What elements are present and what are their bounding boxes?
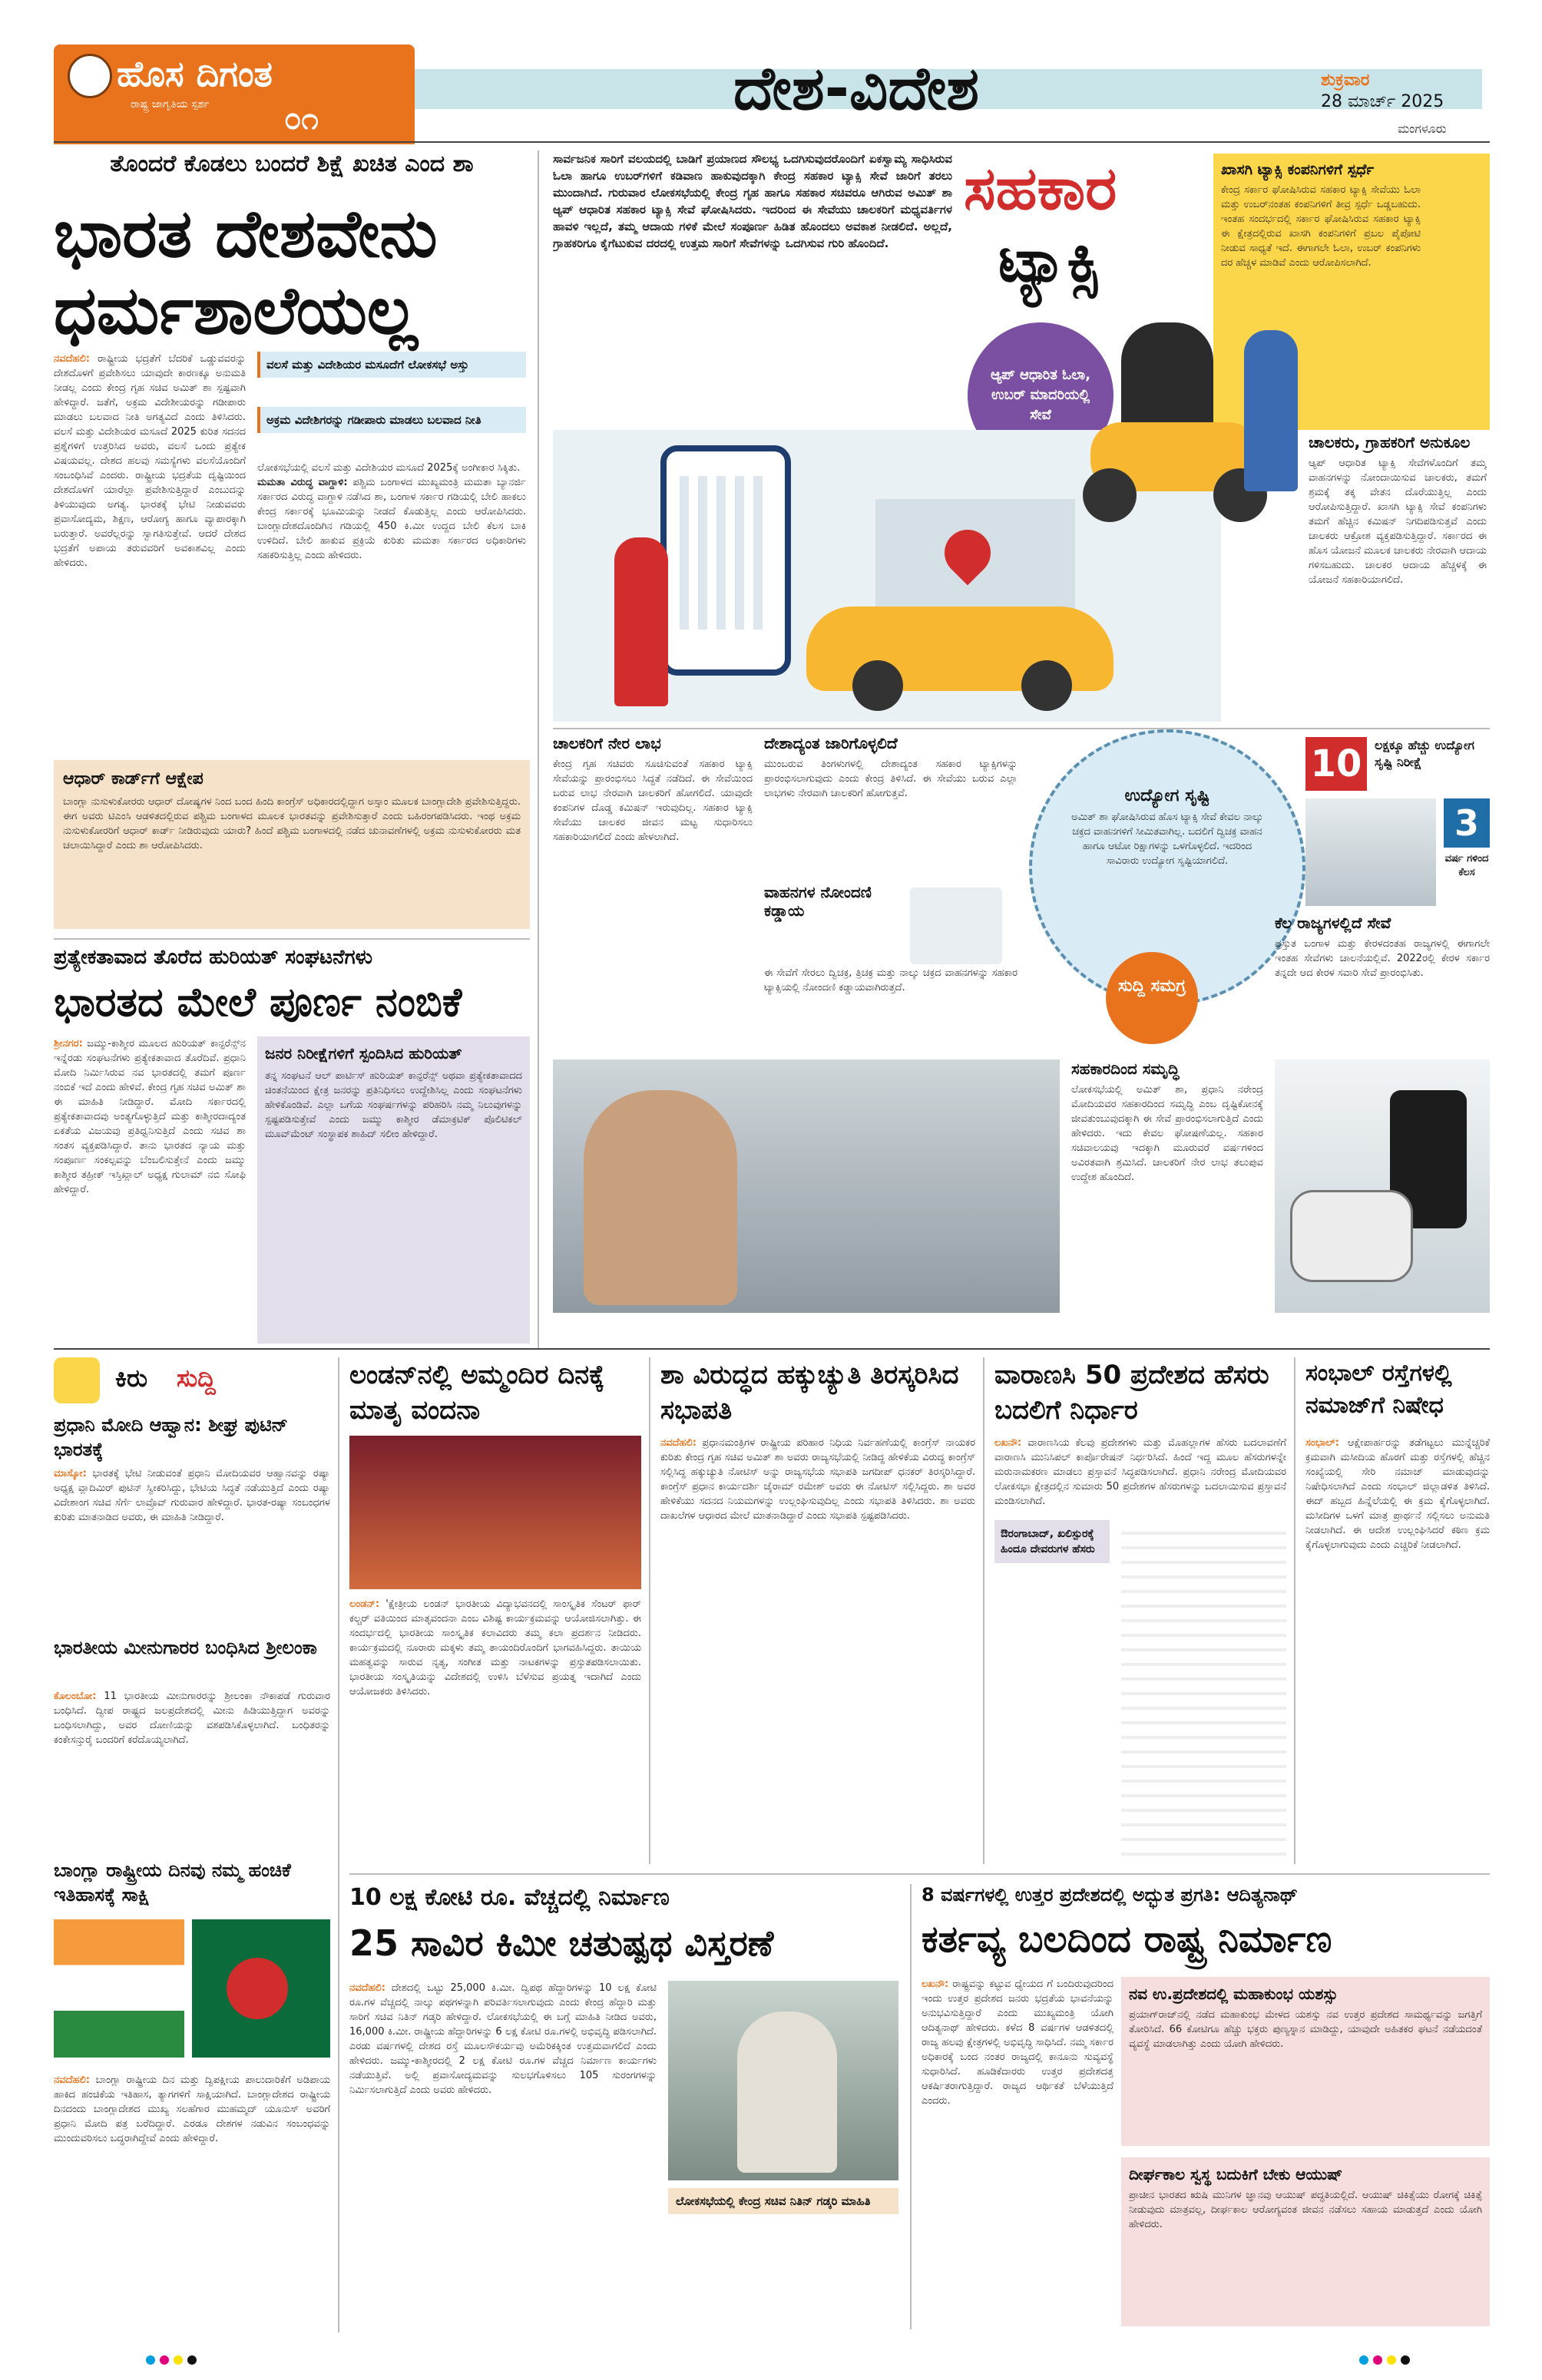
highway-caption: ಲೋಕಸಭೆಯಲ್ಲಿ ಕೇಂದ್ರ ಸಚಿವ ನಿತಿನ್ ಗಡ್ಕರಿ ಮಾಹಿತಿ [668, 2188, 898, 2214]
kiru-item2-text: 11 ಭಾರತೀಯ ಮೀನುಗಾರರನ್ನು ಶ್ರೀಲಂಕಾ ನೌಕಾಪಡೆ ಗುರುವಾರ ಬಂಧಿಸಿದೆ. ದ್ವೀಪ ರಾಷ್ಟ್ರದ ಜಲಪ್ರದೇಶದಲ್ಲಿ ಮೀನು ಹಿಡಿಯುತ್ತಿದ್ದಾಗ ಅವರನ್ನು ಬಂಧಿಸಲಾಗಿದ್ದು, ಅವರ ದೋಣಿಯನ್ನು ವಶಪಡಿಸಿಕೊಳ್ಳಲಾಗಿದೆ. ಬಂಧಿತರನ್ನು ಕಂಕೇಸನ್ತುರೈ ಬಂದರಿಗೆ ಕರೆದೊಯ್ಯಲಾಗಿದೆ. [54, 1691, 330, 1746]
nation-body: ಮುಂಬರುವ ತಿಂಗಳುಗಳಲ್ಲಿ ದೇಶಾದ್ಯಂತ ಸಹಕಾರ ಟ್ಯಾಕ್ಸಿಗಳನ್ನು ಪ್ರಾರಂಭಿಸಲಾಗುವುದು ಎಂದು ಕೇಂದ್ರ ತಿಳಿಸಿದೆ. ಈ ಸೇವೆಯು ಬರುವ ಎಲ್ಲಾ ಲಾಭಗಳು ನೇರವಾಗಿ ಚಾಲಕರಿಗೆ ಹೋಗುತ್ತವೆ. [764, 759, 1018, 799]
up-headline: ಕರ್ತವ್ಯ ಬಲದಿಂದ ರಾಷ್ಟ್ರ ನಿರ್ಮಾಣ [922, 1918, 1332, 1961]
varanasi-body-col1 [994, 1436, 1286, 1512]
privilege-body [660, 1436, 975, 1858]
scooter-icon [1290, 1190, 1413, 1282]
hurriyat-box [257, 1036, 530, 1344]
states-title: ಕೆಲ ರಾಜ್ಯಗಳಲ್ಲಿದೆ ಸೇವೆ [1275, 914, 1391, 932]
competition-body: ಕೇಂದ್ರ ಸರ್ಕಾರ ಘೋಷಿಸಿರುವ ಸಹಕಾರ ಟ್ಯಾಕ್ಸಿ ಸೇವೆಯು ಓಲಾ ಮತ್ತು ಉಬರ್‌ನಂತಹ ಕಂಪನಿಗಳಿಗೆ ತೀವ್ರ ಸ್ಪರ್ಧೆ ಒಡ್ಡಬಹುದು. ಇಂತಹ ಸಂದರ್ಭದಲ್ಲಿ ಸರ್ಕಾರ ಘೋಷಿಸಿರುವ ಸಹಕಾರ ಟ್ಯಾಕ್ಸಿ ಈ ಕ್ಷೇತ್ರದಲ್ಲಿರುವ ಖಾಸಗಿ ಕಂಪನಿಗಳಿಗೆ ಪ್ರಬಲ ಪೈಪೋಟಿ ನೀಡುವ ಸಾಧ್ಯತೆ ಇದೆ. ಈಗಾಗಲೇ ಓಲಾ, ಉಬರ್ ಕಂಪನಿಗಳು ದರ ಹೆಚ್ಚಳ ಮಾಡಿವೆ ಎಂದು ಆರೋಪಿಸಲಾಗಿದೆ. [1221, 184, 1421, 269]
lead-sub2: ಅಕ್ರಮ ವಿದೇಶಿಗರನ್ನು ಗಡೀಪಾರು ಮಾಡಲು ಬಲವಾದ ನೀತಿ [257, 407, 526, 433]
lead-headline-line1: ಭಾರತ ದೇಶವೇನು [54, 196, 438, 273]
highway-divider [910, 1884, 912, 2329]
lead-para3: ಪಶ್ಚಿಮ ಬಂಗಾಳದ ಮುಖ್ಯಮಂತ್ರಿ ಮಮತಾ ಬ್ಯಾನರ್ಜಿ ಸರ್ಕಾರದ ವಿರುದ್ಧ ವಾಗ್ದಾಳಿ ನಡೆಸಿದ ಶಾ, ಬಂಗಾಳ ಸರ್ಕಾರ ಗಡಿಯಲ್ಲಿ ಬೇಲಿ ಹಾಕಲು ಕೇಂದ್ರ ಸರ್ಕಾರಕ್ಕೆ ಭೂಮಿಯನ್ನು ನೀಡದೆ ಕೊಡುತ್ತಿಲ್ಲ ಎಂದು ಆರೋಪಿಸಿದರು. ಬಾಂಗ್ಲಾದೇಶದೊಂದಿಗಿನ ಗಡಿಯಲ್ಲಿ 450 ಕಿ.ಮೀ ಉದ್ದದ ಬೇಲಿ ಕೆಲಸ ಬಾಕಿ ಉಳಿದಿದೆ. ಬೇಲಿ ಹಾಕುವ ಪ್ರಕ್ರಿಯೆ ಕುರಿತು ಮಮತಾ ಸರ್ಕಾರದ ಅಧಿಕಾರಿಗಳು ಸಹಕರಿಸುತ್ತಿಲ್ಲ ಎಂದು ಹೇಳಿದರು. [257, 477, 526, 561]
up-box1-title: ನವ ಉ.ಪ್ರದೇಶದಲ್ಲಿ ಮಹಾಕುಂಭ ಯಶಸ್ಸು [1129, 1985, 1338, 2003]
london-body [349, 1597, 641, 1858]
kiru-item1-body [54, 1466, 330, 1620]
sambhal-body-text: ಆಕ್ಷೇಪಾರ್ಹರನ್ನು ತಡೆಗಟ್ಟಲು ಮುನ್ನೆಚ್ಚರಿಕೆ ಕ್ರಮವಾಗಿ ಮಸೀದಿಯ ಹೊರಗೆ ಮತ್ತು ರಸ್ತೆಗಳಲ್ಲಿ ಹೆಚ್ಚಿನ ಸಂಖ್ಯೆಯಲ್ಲಿ ಸೇರಿ ನಮಾಜ್ ಮಾಡುವುದನ್ನು ನಿಷೇಧಿಸಲಾಗಿದೆ ಎಂದು ಸಂಭಾಲ್ ಜಿಲ್ಲಾಡಳಿತ ತಿಳಿಸಿದೆ. ಈದ್ ಹಬ್ಬದ ಹಿನ್ನೆಲೆಯಲ್ಲಿ ಈ ಕ್ರಮ ಕೈಗೊಳ್ಳಲಾಗಿದೆ. ಮಸೀದಿಗಳ ಒಳಗೆ ಮಾತ್ರ ಪ್ರಾರ್ಥನೆ ಸಲ್ಲಿಸಲು ಅನುಮತಿ ನೀಡಲಾಗಿದೆ. ಈ ಆದೇಶ ಉಲ್ಲಂಘಿಸಿದರೆ ಕಠಿಣ ಕ್ರಮ ಕೈಗೊಳ್ಳಲಾಗುವುದು ಎಂದು ಎಚ್ಚರಿಕೆ ನೀಡಲಾಗಿದೆ. [1305, 1437, 1490, 1551]
taxi-headline-line1: ಸಹಕಾರ [964, 154, 1117, 223]
registration-title: ವಾಹನಗಳ ನೋಂದಣಿ ಕಡ್ಡಾಯ [764, 883, 872, 920]
aadhaar-box [54, 760, 530, 929]
kiru-item3-title: ಬಾಂಗ್ಲಾ ರಾಷ್ಟ್ರೀಯ ದಿನವು ನಮ್ಮ ಹಂಚಿಕೆ ಇತಿಹಾಸಕ್ಕೆ ಸಾಕ್ಷಿ [54, 1859, 291, 1906]
kiru-item3-text: ಬಾಂಗ್ಲಾ ರಾಷ್ಟ್ರೀಯ ದಿನ ಮತ್ತು ದ್ವಿಪಕ್ಷೀಯ ಪಾಲುದಾರಿಕೆಗೆ ಅಡಿಪಾಯ ಹಾಕಿದ ಹಂಚಿಕೆಯ ಇತಿಹಾಸ, ತ್ಯಾಗಗಳಿಗೆ ಸಾಕ್ಷಿಯಾಗಿದೆ. ಬಾಂಗ್ಲಾದೇಶದ ರಾಷ್ಟ್ರೀಯ ದಿನದಂದು ಬಾಂಗ್ಲಾದೇಶದ ಮುಖ್ಯ ಸಲಹೆಗಾರ ಮುಹಮ್ಮದ್ ಯೂನುಸ್ ಅವರಿಗೆ ಪ್ರಧಾನಿ ಮೋದಿ ಪತ್ರ ಬರೆದಿದ್ದಾರೆ. ಎರಡೂ ದೇಶಗಳ ನಡುವಿನ ಸಂಬಂಧವನ್ನು ಮುಂದುವರಿಸಲು ಬದ್ಧರಾಗಿದ್ದೇವೆ ಎಂದು ಹೇಳಿದ್ದಾರೆ. [54, 2074, 330, 2144]
cmyk-dot-icon [1387, 2355, 1396, 2365]
weekday: ಶುಕ್ರವಾರ [1321, 71, 1370, 90]
page-number: ೦೧ [284, 101, 319, 137]
cmyk-dot-icon [1359, 2355, 1368, 2365]
lead-sub1: ವಲಸೆ ಮತ್ತು ವಿದೇಶಿಯರ ಮಸೂದೆಗೆ ಲೋಕಸಭೆ ಅಸ್ತು [257, 352, 526, 378]
sambhal-body [1305, 1436, 1490, 1858]
privilege-headline: ಶಾ ವಿರುದ್ಧದ ಹಕ್ಕುಚ್ಯುತಿ ತಿರಸ್ಕರಿಸಿದ ಸಭಾಪತಿ [660, 1360, 959, 1426]
privilege-divider [983, 1357, 984, 1864]
aadhaar-body: ಬಾಂಗ್ಲಾ ನುಸುಳುಕೋರರು ಆಧಾರ್ ದೋಷ್ಯಗಳ ನಿಂದ ಬಂದ ಹಿಂದಿ ಕಾಂಗ್ರೆಸ್ ಅಧಿಕಾರದಲ್ಲಿದ್ದಾಗ ಅಸ್ಸಾಂ ಮೂಲಕ ಬಾಂಗ್ಲಾದೇಶಿ ಪ್ರವೇಶಿಸುತ್ತಿದ್ದರು. ಈಗ ಅವರು ಟಿಎಂಸಿ ಆಡಳಿತದಲ್ಲಿರುವ ಪಶ್ಚಿಮ ಬಂಗಾಳದ ಮೂಲಕ ಭಾರತವನ್ನು ಪ್ರವೇಶಿಸುತ್ತಾರೆ ಎಂದು ಬಹಿರಂಗಪಡಿಸಿದರು. ಇಂಥ ಅಕ್ರಮ ನುಸುಳುಕೋರರಿಗೆ ಆಧಾರ್ ಕಾರ್ಡ್ ನೀಡಿರುವುದು ಯಾರು? ಹಿಂದೆ ಪಶ್ಚಿಮ ಬಂಗಾಳದಲ್ಲಿ ನಡೆದ ಚುನಾವಣೆಗಳಲ್ಲಿ ಅಕ್ರಮ ನುಸುಳುಕೋರರು ಮತ ಚಲಾಯಿಸಿದ್ದಾರೆ ಎಂದು ಶಾ ಆರೋಪಿಸಿದರು. [63, 796, 521, 851]
stat1-number: 10 [1305, 737, 1367, 791]
city: ಮಂಗಳೂರು [1398, 121, 1447, 136]
registration-body: ಈ ಸೇವೆಗೆ ಸೇರಲು ದ್ವಿಚಕ್ರ, ತ್ರಿಚಕ್ರ ಮತ್ತು ನಾಲ್ಕು ಚಕ್ರದ ವಾಹನಗಳನ್ನು ಸಹಕಾರ ಟ್ಯಾಕ್ಸಿಯಲ್ಲಿ ನೋಂದಣಿ ಕಡ್ಡಾಯವಾಗಿರುತ್ತದೆ. [764, 967, 1018, 993]
hurriyat-divider [54, 938, 530, 940]
woman-luggage-illustration [1229, 322, 1313, 499]
cmyk-dot-icon [146, 2355, 155, 2365]
kiru-divider [338, 1357, 339, 2332]
london-event-photo [349, 1436, 641, 1589]
masthead [0, 0, 1542, 138]
london-headline: ಲಂಡನ್‌ನಲ್ಲಿ ಅಮ್ಮಂದಿರ ದಿನಕ್ಕೆ ಮಾತೃ ವಂದನಾ [349, 1360, 605, 1426]
jobs-body: ಅಮಿತ್ ಶಾ ಘೋಷಿಸಿರುವ ಹೊಸ ಟ್ಯಾಕ್ಸಿ ಸೇವೆ ಕೇವಲ ನಾಲ್ಕು ಚಕ್ರದ ವಾಹನಗಳಿಗೆ ಸೀಮಿತವಾಗಿಲ್ಲ. ಬದಲಿಗೆ ದ್ವಿಚಕ್ರ ವಾಹನ ಹಾಗೂ ಆಟೋ ರಿಕ್ಷಾಗಳನ್ನು ಒಳಗೊಳ್ಳಲಿದೆ. ಇದರಿಂದ ಸಾವಿರಾರು ಉದ್ಯೋಗ ಸೃಷ್ಟಿಯಾಗಲಿದೆ. [1071, 812, 1263, 867]
london-dateline: ಲಂಡನ್: [349, 1598, 380, 1610]
cmyk-dot-icon [1373, 2355, 1382, 2365]
gadkari-photo [668, 1981, 898, 2180]
varanasi-caption: ಔರಂಗಾಬಾದ್, ಖಲಿಸ್ಪುರಕ್ಕೆ ಹಿಂದೂ ದೇವರುಗಳ ಹೆಸರು [994, 1520, 1110, 1563]
kiru-item2-body [54, 1689, 330, 1835]
lead-headline-line2: ಧರ್ಮಶಾಲೆಯಲ್ಲ [54, 273, 418, 349]
kiru-item3-body [54, 2073, 330, 2326]
cmyk-dot-icon [1401, 2355, 1410, 2365]
up-box2-title: ದೀರ್ಘಕಾಲ ಸ್ವಸ್ಥ ಬದುಕಿಗೆ ಬೇಕು ಆಯುಷ್ [1129, 2165, 1343, 2183]
kiru-item2-dateline: ಕೊಲಂಬೋ: [54, 1691, 97, 1702]
kiru-item1-dateline: ಮಾಸ್ಕೋ: [54, 1468, 87, 1479]
logo-text: ಹೊಸ ದಿಗಂತ [117, 53, 273, 94]
prosperity-box [1071, 1059, 1263, 1313]
kiru-item1-text: ಭಾರತಕ್ಕೆ ಭೇಟಿ ನೀಡುವಂತೆ ಪ್ರಧಾನಿ ಮೋದಿಯವರ ಆಹ್ವಾನವನ್ನು ರಷ್ಯಾ ಅಧ್ಯಕ್ಷ ವ್ಲಾದಿಮಿರ್ ಪುಟಿನ್ ಸ್ವೀಕರಿಸಿದ್ದು, ಭೇಟಿಯ ಸಿದ್ಧತೆ ನಡೆಯುತ್ತಿದೆ ಎಂದು ರಷ್ಯಾ ವಿದೇಶಾಂಗ ಸಚಿವ ಸೆರ್ಗೆ ಲಾವ್ರೊವ್ ಗುರುವಾರ ಹೇಳಿದ್ದಾರೆ. ಭಾರತ-ರಷ್ಯಾ ಸಂಬಂಧಗಳ ಕುರಿತು ಮಾತನಾಡಿದ ಅವರು, ಈ ಮಾಹಿತಿ ನೀಡಿದ್ದಾರೆ. [54, 1468, 330, 1523]
up-box1 [1121, 1977, 1490, 2146]
up-box2-body: ಪ್ರಾಚೀನ ಭಾರತದ ಋಷಿ ಮುನಿಗಳ ಜ್ಞಾನವು ಆಯುಷ್ ಪದ್ಧತಿಯಲ್ಲಿದೆ. ಆಯುಷ್ ಚಿಕಿತ್ಸೆಯು ರೋಗಕ್ಕೆ ಚಿಕಿತ್ಸೆ ನೀಡುವುದು ಮಾತ್ರವಲ್ಲ, ದೀರ್ಘಕಾಲ ಆರೋಗ್ಯವಂತ ಜೀವನ ನಡೆಸಲು ಸಹಾಯ ಮಾಡುತ್ತದೆ ಎಂದು ಯೋಗಿ ಹೇಳಿದರು. [1129, 2190, 1482, 2230]
passenger-icon [1244, 330, 1298, 491]
varanasi-body-col2 [1121, 1520, 1286, 1858]
bottom-divider [349, 1873, 1490, 1875]
varanasi-headline: ವಾರಾಣಸಿ 50 ಪ್ರದೇಶದ ಹೆಸರು ಬದಲಿಗೆ ನಿರ್ಧಾರ [994, 1360, 1269, 1426]
logo-emblem-icon [68, 54, 112, 98]
hurriyat-headline: ಭಾರತದ ಮೇಲೆ ಪೂರ್ಣ ನಂಬಿಕೆ [54, 980, 462, 1026]
map-route-icon [680, 476, 772, 630]
varanasi-dateline: ಲಖನೌ: [994, 1437, 1022, 1449]
section-title: ದೇಶ-ವಿದೇಶ [733, 55, 980, 124]
kiru-item2-title: ಭಾರತೀಯ ಮೀನುಗಾರರ ಬಂಧಿಸಿದ ಶ್ರೀಲಂಕಾ [54, 1637, 317, 1658]
sambhal-dateline: ಸಂಭಾಲ್: [1305, 1437, 1339, 1449]
up-body [922, 1977, 1113, 2326]
jobs-title: ಉದ್ಯೋಗ ಸೃಷ್ಟಿ [1124, 786, 1210, 805]
portrait-icon [584, 1090, 737, 1305]
red-disc-icon [227, 1958, 288, 2019]
stat1-label: ಲಕ್ಷಕ್ಕೂ ಹೆಚ್ಚು ಉದ್ಯೋಗ ಸೃಷ್ಟಿ ನಿರೀಕ್ಷೆ [1375, 738, 1474, 769]
london-divider [649, 1357, 650, 1864]
hurriyat-body-text: ಜಮ್ಮು-ಕಾಶ್ಮೀರ ಮೂಲದ ಹುರಿಯತ್ ಕಾನ್ಫರೆನ್ಸ್‌ನ ಇನ್ನೆರಡು ಸಂಘಟನೆಗಳು ಪ್ರತ್ಯೇಕತಾವಾದ ತೊರೆದಿವೆ. ಪ್ರಧಾನಿ ಮೋದಿ ನಿರ್ಮಿಸಿರುವ ನವ ಭಾರತದಲ್ಲಿ ತಮಗೆ ಪೂರ್ಣ ನಂಬಿಕೆ ಇದೆ ಎಂದು ಹೇಳಿವೆ. ಕೇಂದ್ರ ಗೃಹ ಸಚಿವ ಅಮಿತ್ ಶಾ ಈ ಮಾಹಿತಿ ನೀಡಿದ್ದಾರೆ. ಮೋದಿ ಸರ್ಕಾರದಲ್ಲಿ ಪ್ರತ್ಯೇಕತಾವಾದವು ಅಂತ್ಯಗೊಳ್ಳುತ್ತಿದೆ ಮತ್ತು ಕಾಶ್ಮೀರದಾದ್ಯಂತ ಏಕತೆಯ ವಿಜಯವು ಪ್ರತಿಧ್ವನಿಸುತ್ತಿದೆ ಎಂದು ಸಚಿವ ಶಾ ಸಂತಸ ವ್ಯಕ್ತಪಡಿಸಿದ್ದಾರೆ. ತಾನು ಭಾರತದ ನ್ಯಾಯ ಮತ್ತು ಸಂಪೂರ್ಣ ಸಂಕಲ್ಪವನ್ನು ಬೆಂಬಲಿಸುತ್ತೇನೆ ಎಂದು ಜಮ್ಮು ಕಾಶ್ಮೀರ ತಹ್ರೀಕ್ ಇಸ್ತಿಖ್ಲಾಲ್ ಅಧ್ಯಕ್ಷ ಗುಲಾಮ್ ನಬಿ ಸೋಫಿ ಹೇಳಿದ್ದಾರೆ. [54, 1038, 246, 1195]
portrait-icon [737, 2011, 837, 2173]
nation-title: ದೇಶಾದ್ಯಂತ ಜಾರಿಗೊಳ್ಳಲಿದೆ [764, 734, 898, 752]
varanasi-body-text: ವಾರಾಣಸಿಯ ಕೆಲವು ಪ್ರದೇಶಗಳು ಮತ್ತು ಮೊಹಲ್ಲಾಗಳ ಹೆಸರು ಬದಲಾವಣೆಗೆ ವಾರಾಣಸಿ ಮುನಿಸಿಪಲ್ ಕಾರ್ಪೊರೇಷನ್ ನಿರ್ಧರಿಸಿದೆ. ಹಿಂದೆ ಇದ್ದ ಮೂಲ ಹೆಸರುಗಳನ್ನೇ ಮರುನಾಮಕರಣ ಮಾಡಲು ಪ್ರಸ್ತಾವನೆ ಸಿದ್ಧಪಡಿಸಲಾಗಿದೆ. ಪ್ರಧಾನಿ ನರೇಂದ್ರ ಮೋದಿಯವರ ಲೋಕಸಭಾ ಕ್ಷೇತ್ರದಲ್ಲಿನ ಸುಮಾರು 50 ಪ್ರದೇಶಗಳ ಹೆಸರುಗಳನ್ನು ಬದಲಾಯಿಸುವ ಪ್ರಸ್ತಾವನೆ ಮಂಡಿಸಲಾಗಿದೆ. [994, 1437, 1286, 1507]
section-divider [54, 1348, 1490, 1350]
kiru-suddi-header [54, 1357, 330, 1403]
date: 28 ಮಾರ್ಚ್ 2025 [1321, 92, 1444, 111]
amit-shah-photo [553, 1059, 1060, 1313]
privilege-body-text: ಪ್ರಧಾನಮಂತ್ರಿಗಳ ರಾಷ್ಟ್ರೀಯ ಪರಿಹಾರ ನಿಧಿಯ ನಿರ್ವಹಣೆಯಲ್ಲಿ ಕಾಂಗ್ರೆಸ್ ನಾಯಕರ ಕುರಿತು ಕೇಂದ್ರ ಗೃಹ ಸಚಿವ ಅಮಿತ್ ಶಾ ಅವರು ರಾಜ್ಯಸಭೆಯಲ್ಲಿ ನೀಡಿದ್ದ ಹೇಳಿಕೆಯ ವಿರುದ್ಧ ಕಾಂಗ್ರೆಸ್ ಸಲ್ಲಿಸಿದ್ದ ಹಕ್ಕುಚ್ಯುತಿ ನೋಟಿಸ್ ಅನ್ನು ರಾಜ್ಯಸಭೆಯ ಸಭಾಪತಿ ಜಗದೀಪ್ ಧನಕರ್ ತಿರಸ್ಕರಿಸಿದ್ದಾರೆ. ಕಾಂಗ್ರೆಸ್ ಪ್ರಧಾನ ಕಾರ್ಯದರ್ಶಿ ಜೈರಾಮ್ ರಮೇಶ್ ಅವರು ಈ ನೋಟಿಸ್ ಸಲ್ಲಿಸಿದ್ದರು. ಶಾ ಅವರ ಹೇಳಿಕೆಯು ಸದನದ ನಿಯಮಗಳನ್ನು ಉಲ್ಲಂಘಿಸುವುದಿಲ್ಲ ಎಂದು ಸಭಾಪತಿ ತಿಳಿಸಿದರು. ಶಾ ಅವರು ದಾಖಲೆಗಳ ಆಧಾರದ ಮೇಲೆ ಮಾತನಾಡಿದ್ದಾರೆ ಎಂದು ಸಭಾಪತಿ ಸ್ಪಷ್ಟಪಡಿಸಿದರು. [660, 1437, 975, 1522]
up-box2 [1121, 2157, 1490, 2326]
prosperity-title: ಸಹಕಾರದಿಂದ ಸಮೃದ್ಧಿ [1071, 1059, 1180, 1078]
taxi-fleet-photo [1305, 798, 1436, 906]
london-body-text: 'ಕ್ಷೇತ್ರೀಯ ಲಂಡನ್ ಭಾರತೀಯ ವಿದ್ಯಾಭವನದಲ್ಲಿ ಸಾಂಸ್ಕೃತಿಕ ಸೆಂಟರ್ ಫಾರ್ ಕಲ್ಚರ್ ವತಿಯಿಂದ ಮಾತೃವಂದನಾ ಎಂಬ ವಿಶಿಷ್ಟ ಕಾರ್ಯಕ್ರಮವನ್ನು ಆಯೋಜಿಸಲಾಗಿತ್ತು. ಈ ಸಂದರ್ಭದಲ್ಲಿ ಭಾರತೀಯ ಸಾಂಸ್ಕೃತಿಕ ಕಲಾವಿದರು ತಮ್ಮ ಕಲಾ ಪ್ರದರ್ಶನ ನೀಡಿದರು. ಕಾರ್ಯಕ್ರಮದಲ್ಲಿ ನೂರಾರು ಮಕ್ಕಳು ತಮ್ಮ ತಾಯಂದಿರೊಂದಿಗೆ ಭಾಗವಹಿಸಿದ್ದರು. ತಾಯಿಯ ಮಹತ್ವವನ್ನು ಸಾರುವ ನೃತ್ಯ, ಸಂಗೀತ ಮತ್ತು ನಾಟಕಗಳನ್ನು ಪ್ರಸ್ತುತಪಡಿಸಲಾಯಿತು. ಭಾರತೀಯ ಸಂಸ್ಕೃತಿಯನ್ನು ವಿದೇಶದಲ್ಲಿ ಉಳಿಸಿ ಬೆಳೆಸುವ ಪ್ರಯತ್ನ ಇದಾಗಿದೆ ಎಂದು ಆಯೋಜಕರು ತಿಳಿಸಿದರು. [349, 1598, 641, 1697]
registration-marks [146, 2355, 1405, 2371]
lead-kicker: ತೊಂದರೆ ಕೊಡಲು ಬಂದರೆ ಶಿಕ್ಷೆ ಖಚಿತ ಎಂದ ಶಾ [110, 150, 474, 177]
cmyk-dot-icon [174, 2355, 183, 2365]
states-box [1275, 914, 1490, 1059]
hurriyat-box-title: ಜನರ ನಿರೀಕ್ಷೆಗಳಿಗೆ ಸ್ಪಂದಿಸಿದ ಹುರಿಯತ್ [265, 1044, 462, 1063]
suddi-samagra-badge: ಸುದ್ದಿ ಸಮಗ್ರ [1106, 952, 1198, 1044]
india-flag-icon [54, 1919, 184, 2058]
drivers-body: ಆ್ಯಪ್ ಆಧಾರಿತ ಟ್ಯಾಕ್ಸಿ ಸೇವೆಗಳೊಂದಿಗೆ ತಮ್ಮ ವಾಹನಗಳನ್ನು ನೋಂದಾಯಿಸುವ ಚಾಲಕರು, ತಮಗೆ ಶ್ರಮಕ್ಕೆ ತಕ್ಕ ವೇತನ ದೊರೆಯುತ್ತಿಲ್ಲ ಎಂದು ಆರೋಪಿಸುತ್ತಿದ್ದಾರೆ. ಖಾಸಗಿ ಟ್ಯಾಕ್ಸಿ ಸೇವೆ ಕಂಪನಿಗಳು ತಮಗೆ ಹೆಚ್ಚಿನ ಕಮಿಷನ್ ನಿಗದಿಪಡಿಸುತ್ತವೆ ಎಂದು ಚಾಲಕರು ಆಕ್ರೋಶ ವ್ಯಕ್ತಪಡಿಸುತ್ತಿದ್ದಾರೆ. ಸರ್ಕಾರದ ಈ ಹೊಸ ಯೋಜನೆ ಮೂಲಕ ಚಾಲಕರು ನೇರವಾಗಿ ಆದಾಯ ಗಳಿಸಬಹುದು. ಚಾಲಕರ ಆದಾಯ ಹೆಚ್ಚಳಕ್ಕೆ ಈ ಯೋಜನೆ ಸಹಕಾರಿಯಾಗಲಿದೆ. [1309, 458, 1487, 586]
stat2-label: ವರ್ಷ ಗಳಿಂದ ಕೆಲಸ [1444, 853, 1489, 878]
drivers-title: ಚಾಲಕರು, ಗ್ರಾಹಕರಿಗೆ ಅನುಕೂಲ [1309, 433, 1471, 451]
lead-para1: ರಾಷ್ಟ್ರೀಯ ಭದ್ರತೆಗೆ ಬೆದರಿಕೆ ಒಡ್ಡುವವರನ್ನು ದೇಶದೊಳಗೆ ಪ್ರವೇಶಿಸಲು ಯಾವುದೇ ಕಾರಣಕ್ಕೂ ಅನುಮತಿ ನೀಡಲ್ಲ ಎಂದು ಕೇಂದ್ರ ಗೃಹ ಸಚಿವ ಅಮಿತ್ ಶಾ ಸ್ಪಷ್ಟವಾಗಿ ಹೇಳಿದ್ದಾರೆ. ಜತೆಗೆ, ಅಕ್ರಮ ವಿದೇಶೀಯರನ್ನು ಗಡೀಪಾರು ಮಾಡಲು ಬಲವಾದ ನೀತಿ ಅಗತ್ಯವಿದೆ ಎಂದು ತಿಳಿಸಿದರು. ವಲಸೆ ಮತ್ತು ವಿದೇಶಿಯರ ಮಸೂದೆ 2025 ಕುರಿತ ಸದನದ ಪ್ರಶ್ನೆಗಳಿಗೆ ಉತ್ತರಿಸಿದ ಅವರು, ವಲಸೆ ಒಂದು ಪ್ರತ್ಯೇಕ ವಿಷಯವಲ್ಲ. ದೇಶದ ಹಲವು ಸಮಸ್ಯೆಗಳು ವಲಸೆಯೊಂದಿಗೆ ಸಂಬಂಧಿಸಿವೆ ಎಂದರು. ರಾಷ್ಟ್ರೀಯ ಭದ್ರತೆಯ ದೃಷ್ಟಿಯಿಂದ ದೇಶದೊಳಗೆ ಯಾರೆಲ್ಲಾ ಪ್ರವೇಶಿಸುತ್ತಿದ್ದಾರೆ ಎಂಬುದನ್ನು ತಿಳಿಯುವುದು ಅಗತ್ಯ. ಭಾರತಕ್ಕೆ ಭೇಟಿ ನೀಡುವವರು ಪ್ರವಾಸೋದ್ಯಮ, ಶಿಕ್ಷಣ, ಆರೋಗ್ಯ ಹಾಗೂ ವ್ಯಾಪಾರಕ್ಕಾಗಿ ಬರುತ್ತಾರೆ. ಅವರೆಲ್ಲರನ್ನು ಸ್ವಾಗತಿಸುತ್ತೇವೆ. ಆದರೆ ದೇಶದ ಭದ್ರತೆಗೆ ಅಪಾಯ ತರುವವರಿಗೆ ಅವಕಾಶವಿಲ್ಲ ಎಂದು ಹೇಳಿದರು. [54, 353, 246, 569]
finger-icon [54, 1357, 100, 1403]
cmyk-dot-icon [187, 2355, 197, 2365]
up-box1-body: ಪ್ರಯಾಗ್‌ರಾಜ್‌ನಲ್ಲಿ ನಡೆದ ಮಹಾಕುಂಭ ಮೇಳದ ಯಶಸ್ಸು ನವ ಉತ್ತರ ಪ್ರದೇಶದ ಸಾಮರ್ಥ್ಯವನ್ನು ಜಗತ್ತಿಗೆ ತೋರಿಸಿದೆ. 66 ಕೋಟಿಗೂ ಹೆಚ್ಚು ಭಕ್ತರು ಪುಣ್ಯಸ್ನಾನ ಮಾಡಿದ್ದು, ಯಾವುದೇ ಅಹಿತಕರ ಘಟನೆ ನಡೆಯದಂತೆ ವ್ಯವಸ್ಥೆ ಮಾಡಲಾಗಿತ್ತು ಎಂದು ಯೋಗಿ ಹೇಳಿದರು. [1129, 2009, 1482, 2050]
masthead-divider [54, 141, 1490, 143]
lead-para3-title: ಮಮತಾ ವಿರುದ್ಧ ವಾಗ್ದಾಳಿ: [257, 477, 348, 488]
registration [764, 883, 1018, 1059]
person-icon [614, 537, 668, 706]
lead-dateline: ನವದೆಹಲಿ: [54, 353, 90, 365]
direct-benefit [553, 734, 753, 1056]
lead-body-col2 [257, 461, 526, 752]
highway-kicker: 10 ಲಕ್ಷ ಕೋಟಿ ರೂ. ವೆಚ್ಚದಲ್ಲಿ ನಿರ್ಮಾಣ [349, 1884, 670, 1911]
kiru-item3-dateline: ನವದೆಹಲಿ: [54, 2074, 90, 2086]
hurriyat-box-body: ತನ್ನ ಸಂಘಟನೆ ಆಲ್ ಪಾರ್ಟಿಸ್ ಹುರಿಯತ್ ಕಾನ್ಫರೆನ್ಸ್ ಅಥವಾ ಪ್ರತ್ಯೇಕತಾವಾದದ ಚಿಂತನೆಯಿಂದ ಕ್ಷೇತ್ರ ಜನರನ್ನು ಪ್ರತಿನಿಧಿಸಲು ಉದ್ದೇಶಿಸಿಲ್ಲ ಎಂದು ಸಂಘಟನೆಗಳು ಹೇಳಿಕೊಂಡಿವೆ. ಎಲ್ಲಾ ಬಗೆಯ ಸಂಘರ್ಷಗಳನ್ನು ಪರಿಹರಿಸಿ ನಮ್ಮ ನಿಲುವುಗಳನ್ನು ಸ್ಪಷ್ಟಪಡಿಸುತ್ತೇವೆ ಎಂದು ಜಮ್ಮು ಕಾಶ್ಮೀರ ಡೆಮಾಕ್ರಟಿಕ್ ಪೊಲಿಟಿಕಲ್ ಮೂವ್‌ಮೆಂಟ್ ಸಂಸ್ಥಾಪಕ ಶಾಹಿದ್ ಸಲೀಂ ಹೇಳಿದ್ದಾರೆ. [265, 1070, 522, 1140]
up-kicker: 8 ವರ್ಷಗಳಲ್ಲಿ ಉತ್ತರ ಪ್ರದೇಶದಲ್ಲಿ ಅದ್ಭುತ ಪ್ರಗತಿ: ಆದಿತ್ಯನಾಥ್ [922, 1884, 1299, 1906]
cmyk-dot-icon [160, 2355, 169, 2365]
drivers-box [1305, 430, 1490, 737]
wheel-icon [1083, 468, 1137, 522]
taxi-headline-line2: ಟ್ಯಾಕ್ಸಿ [998, 226, 1101, 296]
document-icon [910, 888, 1002, 964]
logo-tagline: ರಾಷ್ಟ್ರ ಜಾಗೃತಿಯ ಸ್ಪರ್ಶ [131, 98, 210, 111]
prosperity-body: ಲೋಕಸಭೆಯಲ್ಲಿ ಅಮಿತ್ ಶಾ, ಪ್ರಧಾನಿ ನರೇಂದ್ರ ಮೋದಿಯವರ ಸಹಕಾರದಿಂದ ಸಮೃದ್ಧಿ ಎಂಬ ದೃಷ್ಟಿಕೋನಕ್ಕೆ ಜೀವತುಂಬುವುದಕ್ಕಾಗಿ ಈ ಸೇವೆ ಪ್ರಾರಂಭಿಸಲಾಗುತ್ತಿದೆ ಎಂದು ಹೇಳಿದರು. ಇದು ಕೇವಲ ಘೋಷಣೆಯಲ್ಲ. ಸಹಕಾರ ಸಚಿವಾಲಯವು ಇದಕ್ಕಾಗಿ ಮೂರುವರೆ ವರ್ಷಗಳಿಂದ ಅವಿರತವಾಗಿ ಶ್ರಮಿಸಿದೆ. ಚಾಲಕರಿಗೆ ನೇರ ಲಾಭ ತಲುಪುವ ಉದ್ದೇಶ ಹೊಂದಿದೆ. [1071, 1084, 1263, 1183]
privilege-dateline: ನವದೆಹಲಿ: [660, 1437, 697, 1449]
varanasi-divider [1294, 1357, 1295, 1864]
lead-para2: ಲೋಕಸಭೆಯಲ್ಲಿ ವಲಸೆ ಮತ್ತು ವಿದೇಶಿಯರ ಮಸೂದೆ 2025ಕ್ಕೆ ಅಂಗೀಕಾರ ಸಿಕ್ಕಿತು. [257, 462, 521, 474]
lead-body-col1 [54, 352, 246, 751]
hurriyat-body [54, 1036, 246, 1344]
taxi-intro: ಸಾರ್ವಜನಿಕ ಸಾರಿಗೆ ವಲಯದಲ್ಲಿ ಬಾಡಿಗೆ ಪ್ರಯಾಣದ ಸೌಲಭ್ಯ ಒದಗಿಸುವುದರೊಂದಿಗೆ ಏಕಸ್ವಾಮ್ಯ ಸಾಧಿಸಿರುವ ಓಲಾ ಹಾಗೂ ಉಬರ್‌ಗಳಿಗೆ ಕಡಿವಾಣ ಹಾಕುವುದಕ್ಕಾಗಿ ಕೇಂದ್ರ ಸಹಕಾರ ಟ್ಯಾಕ್ಸಿ ಸೇವೆ ಜಾರಿಗೆ ತರಲು ಮುಂದಾಗಿದೆ. ಗುರುವಾರ ಲೋಕಸಭೆಯಲ್ಲಿ ಕೇಂದ್ರ ಗೃಹ ಹಾಗೂ ಸಹಕಾರ ಸಚಿವರೂ ಆಗಿರುವ ಅಮಿತ್ ಶಾ ಆ್ಯಪ್ ಆಧಾರಿತ ಸಹಕಾರ ಟ್ಯಾಕ್ಸಿ ಸೇವೆ ಘೋಷಿಸಿದರು. ಇದರಿಂದ ಈ ಸೇವೆಯು ಚಾಲಕರಿಗೆ ಮಧ್ಯವರ್ತಿಗಳ ಹಾವಳಿ ಇಲ್ಲದೆ, ತಮ್ಮ ಆದಾಯ ಗಳಿಕೆ ಮೇಲೆ ಸಂಪೂರ್ಣ ಹಿಡಿತ ಹೊಂದಲು ಅವಕಾಶ ನೀಡಲಿದೆ. ಅಲ್ಲದೆ, ಗ್ರಾಹಕರಿಗೂ ಕೈಗೆಟುಕುವ ದರದಲ್ಲಿ ಉತ್ತಮ ಸಾರಿಗೆ ಸೇವೆಗಳನ್ನು ಒದಗಿಸುವ ಗುರಿ ಹೊಂದಿದೆ. [553, 152, 952, 250]
hurriyat-kicker: ಪ್ರತ್ಯೇಕತಾವಾದ ತೊರೆದ ಹುರಿಯತ್ ಸಂಘಟನೆಗಳು [54, 946, 373, 969]
highway-body-text: ದೇಶದಲ್ಲಿ ಒಟ್ಟು 25,000 ಕಿ.ಮೀ. ದ್ವಿಪಥ ಹೆದ್ದಾರಿಗಳನ್ನು 10 ಲಕ್ಷ ಕೋಟಿ ರೂ.ಗಳ ವೆಚ್ಚದಲ್ಲಿ ನಾಲ್ಕು ಪಥಗಳನ್ನಾಗಿ ಪರಿವರ್ತಿಸಲಾಗುವುದು ಎಂದು ಕೇಂದ್ರ ಹೆದ್ದಾರಿ ಮತ್ತು ಸಾರಿಗೆ ಸಚಿವ ನಿತಿನ್ ಗಡ್ಕರಿ ಹೇಳಿದ್ದಾರೆ. ಲೋಕಸಭೆಯಲ್ಲಿ ಈ ಬಗ್ಗೆ ಮಾಹಿತಿ ನೀಡಿದ ಅವರು, 16,000 ಕಿ.ಮೀ. ರಾಷ್ಟ್ರೀಯ ಹೆದ್ದಾರಿಗಳನ್ನು 6 ಲಕ್ಷ ಕೋಟಿ ರೂ.ಗಳಲ್ಲಿ ಅಭಿವೃದ್ಧಿ ಪಡಿಸಲಾಗಿದೆ. ಎರಡು ವರ್ಷಗಳಲ್ಲಿ ದೇಶದ ರಸ್ತೆ ಮೂಲಸೌಕರ್ಯವು ಅಮೆರಿಕಕ್ಕಿಂತ ಉತ್ತಮವಾಗಲಿದೆ ಎಂದು ಹೇಳಿದರು. ಜಮ್ಮು-ಕಾಶ್ಮೀರದಲ್ಲಿ 2 ಲಕ್ಷ ಕೋಟಿ ರೂ.ಗಳ ವೆಚ್ಚದ ನಿರ್ಮಾಣ ಕಾರ್ಯಗಳು ನಡೆಯುತ್ತಿವೆ. ಅಲ್ಲಿ ಪ್ರವಾಸೋದ್ಯಮವನ್ನು ಸುಲಭಗೊಳಿಸಲು 105 ಸುರಂಗಗಳನ್ನು ನಿರ್ಮಿಸಲಾಗುತ್ತಿದೆ ಎಂದು ಅವರು ಹೇಳಿದರು. [349, 1982, 657, 2096]
aadhaar-title: ಆಧಾರ್ ಕಾರ್ಡ್‌ಗೆ ಆಕ್ಷೇಪ [63, 769, 204, 788]
stat2-number: 3 [1444, 798, 1490, 848]
kiru-item1-title: ಪ್ರಧಾನಿ ಮೋದಿ ಆಹ್ವಾನ: ಶೀಘ್ರ ಪುಟಿನ್ ಭಾರತಕ್ಕೆ [54, 1414, 288, 1460]
hurriyat-dateline: ಶ್ರೀನಗರ: [54, 1038, 83, 1050]
nation-rollout [764, 734, 1018, 888]
highway-body [349, 1981, 657, 2326]
up-dateline: ಲಖನೌ: [922, 1978, 949, 1990]
states-body: ಪ್ರಸ್ತುತ ಬಂಗಾಳ ಮತ್ತು ಕೇರಳದಂತಹ ರಾಜ್ಯಗಳಲ್ಲಿ ಈಗಾಗಲೇ ಇಂತಹ ಸೇವೆಗಳು ಚಾಲನೆಯಲ್ಲಿವೆ. 2022ರಲ್ಲಿ ಕೇರಳ ಸರ್ಕಾರ ತನ್ನದೇ ಆದ ಕೇರಳ ಸವಾರಿ ಸೇವೆ ಪ್ರಾರಂಭಿಸಿತು. [1275, 938, 1490, 979]
sambhal-headline: ಸಂಭಾಲ್ ರಸ್ತೆಗಳಲ್ಲಿ ನಮಾಜ್‌ಗೆ ನಿಷೇಧ [1305, 1360, 1452, 1419]
wheel-icon [1021, 660, 1072, 711]
scooter-app-photo [1275, 1059, 1490, 1313]
highway-dateline: ನವದೆಹಲಿ: [349, 1982, 386, 1994]
flags-photo [54, 1919, 330, 2058]
up-body-text: ರಾಷ್ಟ್ರವನ್ನು ಕಟ್ಟುವ ಧ್ಯೇಯದ ಗೆ ಬಂದಿರುವುದರಿಂದ ಇಂದು ಉತ್ತರ ಪ್ರದೇಶದ ಜನರು ಭದ್ರತೆಯ ಭಾವನೆಯನ್ನು ಅನುಭವಿಸುತ್ತಿದ್ದಾರೆ ಎಂದು ಮುಖ್ಯಮಂತ್ರಿ ಯೋಗಿ ಆದಿತ್ಯನಾಥ್ ಹೇಳಿದರು. ಕಳೆದ 8 ವರ್ಷಗಳ ಆಡಳಿತದಲ್ಲಿ ರಾಜ್ಯ ಹಲವು ಕ್ಷೇತ್ರಗಳಲ್ಲಿ ಅಭಿವೃದ್ಧಿ ಸಾಧಿಸಿದೆ. ನಮ್ಮ ಸರ್ಕಾರ ಅಧಿಕಾರಕ್ಕೆ ಬಂದ ನಂತರ ರಾಜ್ಯದಲ್ಲಿ ಕಾನೂನು ಸುವ್ಯವಸ್ಥೆ ಸುಧಾರಿಸಿದೆ. ಹೂಡಿಕೆದಾರರು ಉತ್ತರ ಪ್ರದೇಶದತ್ತ ಆಕರ್ಷಿತರಾಗುತ್ತಿದ್ದಾರೆ. ರಾಜ್ಯದ ಆರ್ಥಿಕತೆ ಬೆಳೆಯುತ್ತಿದೆ ಎಂದರು. [922, 1978, 1113, 2107]
kiru-label-b: ಸುದ್ದಿ [177, 1364, 216, 1393]
highway-headline: 25 ಸಾವಿರ ಕಿಮೀ ಚತುಷ್ಪಥ ವಿಸ್ತರಣೆ [349, 1922, 774, 1964]
competition-title: ಖಾಸಗಿ ಟ್ಯಾಕ್ಸಿ ಕಂಪನಿಗಳಿಗೆ ಸ್ಪರ್ಧೆ [1221, 161, 1375, 178]
kiru-label-a: ಕಿರು [115, 1364, 148, 1393]
direct-body: ಕೇಂದ್ರ ಗೃಹ ಸಚಿವರು ಸೂಚಿಸುವಂತೆ ಸಹಕಾರ ಟ್ಯಾಕ್ಸಿ ಸೇವೆಯನ್ನು ಪ್ರಾರಂಭಿಸಲು ಸಿದ್ಧತೆ ನಡೆದಿದೆ. ಈ ಸೇವೆಯಿಂದ ಬರುವ ಲಾಭ ನೇರವಾಗಿ ಚಾಲಕರಿಗೆ ಹೋಗಲಿದೆ. ಯಾವುದೇ ಕಂಪನಿಗಳ ದೊಡ್ಡ ಕಮಿಷನ್ ಇರುವುದಿಲ್ಲ. ಸಹಕಾರ ಟ್ಯಾಕ್ಸಿ ಸೇವೆಯು ಚಾಲಕರ ಜೀವನ ಮಟ್ಟ ಸುಧಾರಿಸಲು ಸಹಕಾರಿಯಾಗಲಿದೆ ಎಂದು ಹೇಳಲಾಗಿದೆ. [553, 759, 753, 843]
app-circle-text: ಆ್ಯಪ್ ಆಧಾರಿತ ಓಲಾ, ಉಬರ್ ಮಾದರಿಯಲ್ಲಿ ಸೇವೆ [990, 367, 1091, 423]
left-column-divider [538, 150, 539, 1348]
wheel-icon [852, 660, 903, 711]
taxi-mid-divider [553, 728, 1490, 729]
direct-title: ಚಾಲಕರಿಗೆ ನೇರ ಲಾಭ [553, 734, 661, 752]
